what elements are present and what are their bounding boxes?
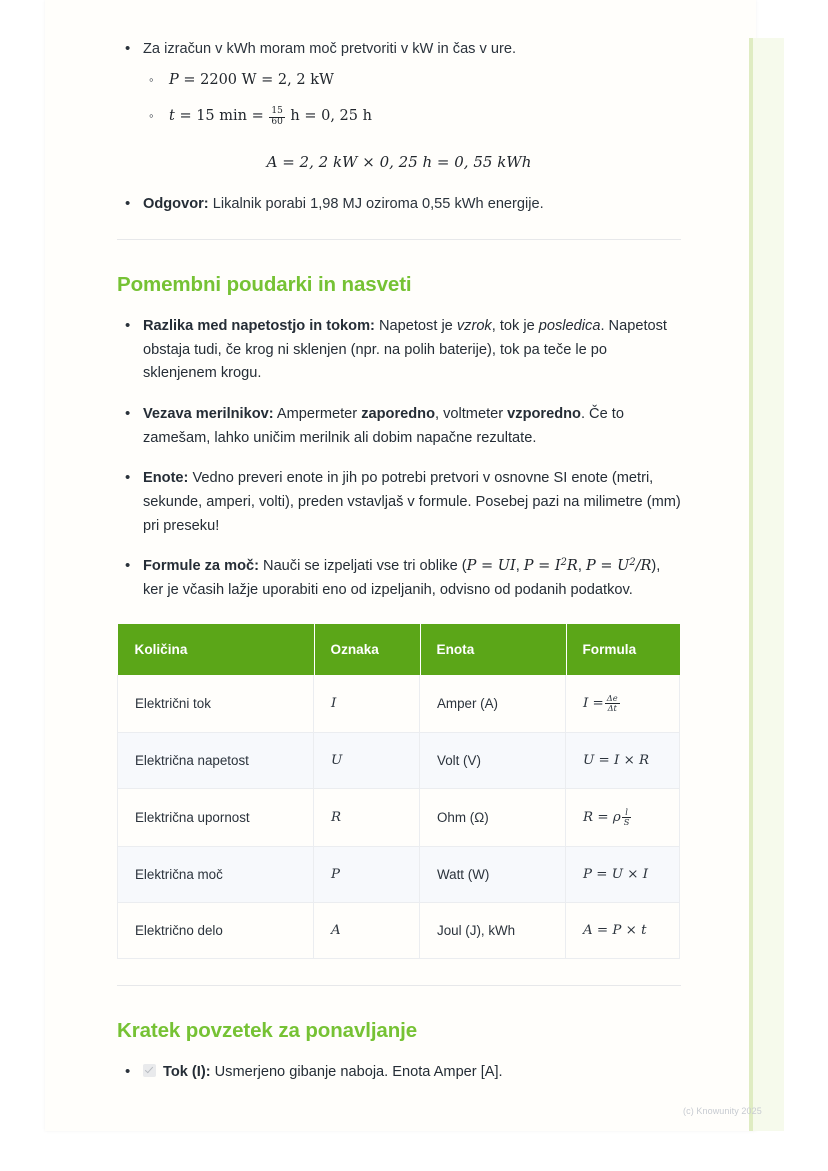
emphasis: vzrok — [456, 318, 492, 335]
cell-quantity: Električna upornost — [118, 789, 314, 847]
table-row — [118, 789, 680, 847]
cell-quantity: Električno delo — [118, 903, 314, 959]
formula-p-ui: P = UI — [466, 558, 516, 575]
table-header-row — [118, 624, 680, 675]
cell-formula: I = $\frac{\Delta e}{\Delta t}$ — [566, 675, 680, 732]
list-item: • Tok (I): Usmerjeno gibanje naboja. Enota Amper [A]. — [117, 1061, 681, 1085]
calc-intro-text: Za izračun v kWh moram moč pretvoriti v kW in čas v ure. — [143, 41, 517, 57]
list-item: • Enote: Vedno preveri enote in jih po potrebi pretvori v osnovne SI enote (metri, sekunde, amperi, volti), preden vstavljaš v formule. Posebej pazi na milimetre (mm) pri preseku! — [117, 467, 681, 538]
cell-formula: R = ρ $\frac{l}{S}$ — [566, 789, 680, 847]
cell-formula: U = I × R — [566, 733, 680, 789]
cell-unit: Ohm (Ω) — [420, 789, 566, 847]
fraction: $\frac{l}{S}$ — [623, 807, 630, 828]
formula-power: P = 2200 W = 2, 2 kW — [169, 71, 334, 88]
cell-unit: Watt (W) — [420, 847, 566, 903]
table-row — [118, 903, 680, 959]
tips-list — [117, 315, 681, 602]
emphasis-strong: vzporedno — [507, 405, 581, 422]
cell-symbol: I — [314, 675, 420, 732]
list-item: • Formule za moč: Nauči se izpeljati vse tri oblike (P = UI, $P = I^2R$, $P = U^2/R$), ker je včasih lažje uporabiti eno od izpeljanih, odvisno od podanih podatkov. — [117, 555, 681, 602]
calculation-sublist — [143, 70, 681, 128]
cell-unit: Amper (A) — [420, 675, 566, 732]
formula-p-i2r: $P = I^2R$ — [523, 557, 578, 575]
list-item — [143, 70, 681, 92]
table-header-unit: Enota — [420, 624, 566, 675]
watermark: (c) Knowunity 2025 — [683, 1106, 762, 1116]
tip-label: Razlika med napetostjo in tokom: — [143, 318, 375, 335]
table-row — [118, 675, 680, 732]
cell-unit: Joul (J), kWh — [420, 903, 566, 959]
list-item — [117, 38, 681, 127]
emphasis: posledica — [538, 318, 601, 335]
list-item — [143, 106, 681, 128]
answer-text: Likalnik porabi 1,98 MJ oziroma 0,55 kWh energije. — [208, 196, 544, 213]
right-side-panel — [753, 38, 784, 1131]
fraction: $\frac{\Delta e}{\Delta t}$ — [606, 693, 618, 714]
cell-unit: Volt (V) — [420, 733, 566, 789]
summary-label: Tok (I): — [163, 1064, 211, 1081]
cell-formula: A = P × t — [566, 903, 680, 959]
summary-list — [117, 1061, 681, 1085]
answer-label: Odgovor: — [143, 196, 209, 213]
document-page — [45, 0, 756, 1131]
checkbox-checked-icon[interactable] — [143, 1064, 156, 1077]
cell-symbol: P — [314, 847, 420, 903]
fraction: $\frac{15}{60}$ — [271, 105, 283, 127]
table-row — [118, 847, 680, 903]
tip-label: Enote: — [143, 470, 189, 487]
cell-quantity: Električna moč — [118, 847, 314, 903]
section-heading-tips: Pomembni poudarki in nasveti — [117, 273, 412, 297]
calculation-list — [117, 38, 681, 127]
list-item — [117, 193, 681, 217]
emphasis-strong: zaporedno — [361, 405, 435, 422]
cell-formula: P = U × I — [566, 847, 680, 903]
cell-symbol: U — [314, 733, 420, 789]
document-content — [117, 0, 681, 1102]
tip-label: Vezava merilnikov: — [143, 405, 274, 422]
formula-p-u2r: $P = U^2/R$ — [585, 557, 652, 575]
table-row — [118, 733, 680, 789]
tip-label: Formule za moč: — [143, 558, 259, 575]
cell-symbol: A — [314, 903, 420, 959]
answer-list — [117, 193, 681, 217]
section-heading-summary: Kratek povzetek za ponavljanje — [117, 1019, 418, 1043]
list-item: • Vezava merilnikov: Ampermeter zaporedno, voltmeter vzporedno. Če to zamešam, lahko uničim merilnik ali dobim napačne rezultate. — [117, 403, 681, 450]
cell-quantity: Električni tok — [118, 675, 314, 732]
table-header-formula: Formula — [566, 624, 680, 675]
quantities-table — [117, 624, 680, 959]
formula-time: t = 15 min = $\frac{15}{60}$ h = 0, 25 h — [169, 105, 372, 127]
section-divider — [117, 239, 681, 240]
table-header-symbol: Oznaka — [314, 624, 420, 675]
table-header-quantity: Količina — [118, 624, 314, 675]
display-formula-work: A = 2, 2 kW × 0, 25 h = 0, 55 kWh — [266, 153, 532, 172]
list-item: • Razlika med napetostjo in tokom: Napetost je vzrok, tok je posledica. Napetost obstaja tudi, če krog ni sklenjen (npr. na polih baterije), tok pa teče le po sklenjenem krogu. — [117, 315, 681, 386]
section-divider — [117, 985, 681, 986]
cell-quantity: Električna napetost — [118, 733, 314, 789]
cell-symbol: R — [314, 789, 420, 847]
